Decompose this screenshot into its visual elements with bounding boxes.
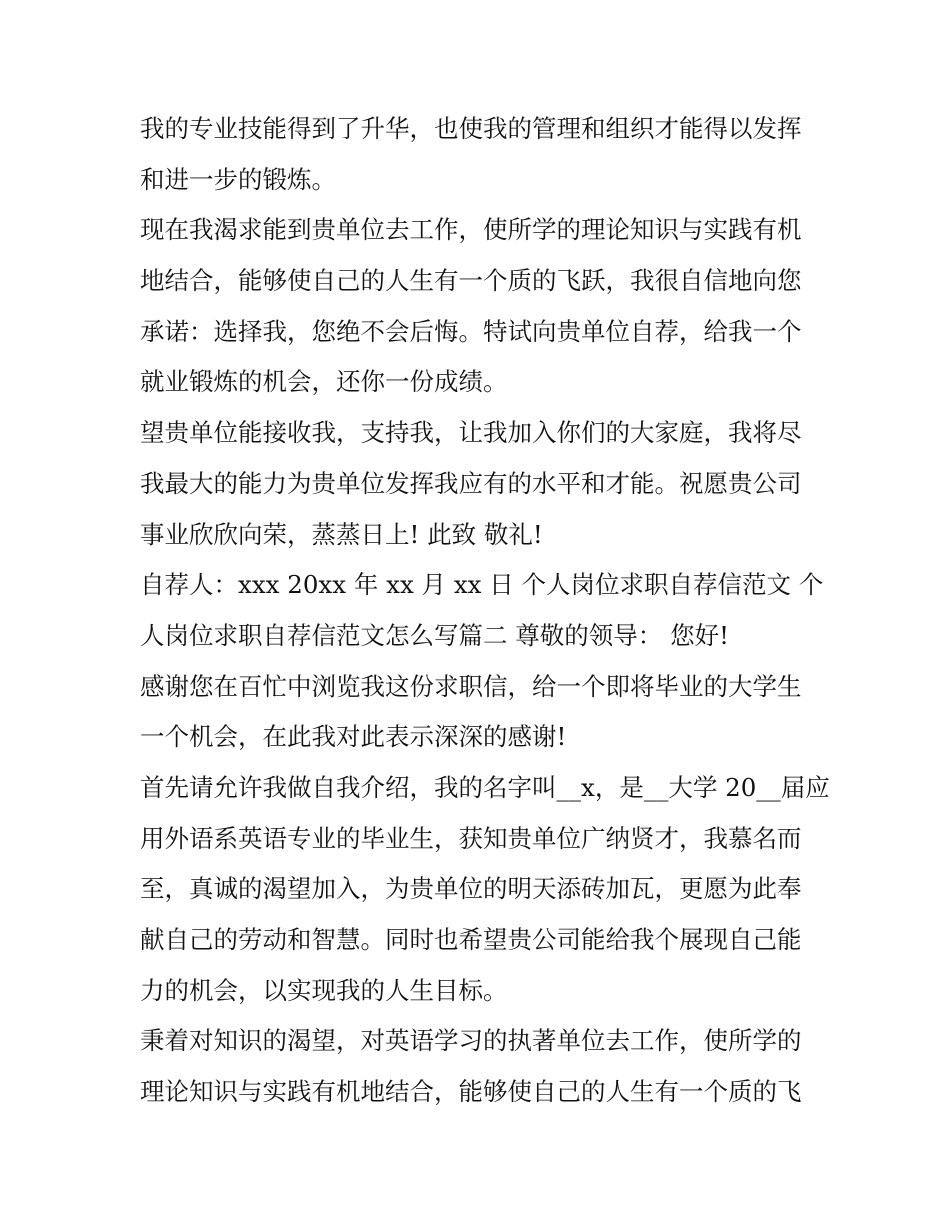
text-line-10: 自荐人：xxx 20xx 年 xx 月 xx 日 个人岗位求职自荐信范文 个 — [140, 570, 824, 600]
text-line-20: 理论知识与实践有机地结合，能够使自己的人生有一个质的飞 — [140, 1077, 802, 1107]
text-line-18: 力的机会，以实现我的人生目标。 — [140, 975, 508, 1005]
text-line-11: 人岗位求职自荐信范文怎么写篇二 尊敬的领导： 您好! — [140, 620, 729, 650]
text-line-2: 和进一步的锻炼。 — [140, 164, 336, 194]
text-line-4: 地结合，能够使自己的人生有一个质的飞跃，我很自信地向您 — [140, 266, 802, 296]
text-line-6: 就业锻炼的机会，还你一份成绩。 — [140, 367, 508, 397]
text-line-9: 事业欣欣向荣，蒸蒸日上! 此致 敬礼! — [140, 519, 543, 549]
text-line-13: 一个机会，在此我对此表示深深的感谢! — [140, 722, 567, 752]
text-line-14: 首先请允许我做自我介绍，我的名字叫__x，是__大学 20__届应 — [140, 772, 830, 802]
text-line-1: 我的专业技能得到了升华，也使我的管理和组织才能得以发挥 — [140, 114, 802, 143]
document-body — [140, 104, 830, 1118]
text-line-15: 用外语系英语专业的毕业生，获知贵单位广纳贤才，我慕名而 — [140, 823, 802, 853]
text-line-7: 望贵单位能接收我，支持我，让我加入你们的大家庭，我将尽 — [140, 418, 802, 448]
text-line-12: 感谢您在百忙中浏览我这份求职信，给一个即将毕业的大学生 — [140, 671, 802, 701]
text-line-17: 献自己的劳动和智慧。同时也希望贵公司能给我个展现自己能 — [140, 925, 802, 954]
text-line-19: 秉着对知识的渴望，对英语学习的执著单位去工作，使所学的 — [140, 1026, 802, 1056]
text-line-8: 我最大的能力为贵单位发挥我应有的水平和才能。祝愿贵公司 — [140, 468, 802, 498]
text-line-5: 承诺：选择我，您绝不会后悔。特试向贵单位自荐，给我一个 — [140, 316, 802, 346]
text-line-3: 现在我渴求能到贵单位去工作，使所学的理论知识与实践有机 — [140, 215, 802, 245]
text-line-16: 至，真诚的渴望加入，为贵单位的明天添砖加瓦，更愿为此奉 — [140, 874, 802, 904]
